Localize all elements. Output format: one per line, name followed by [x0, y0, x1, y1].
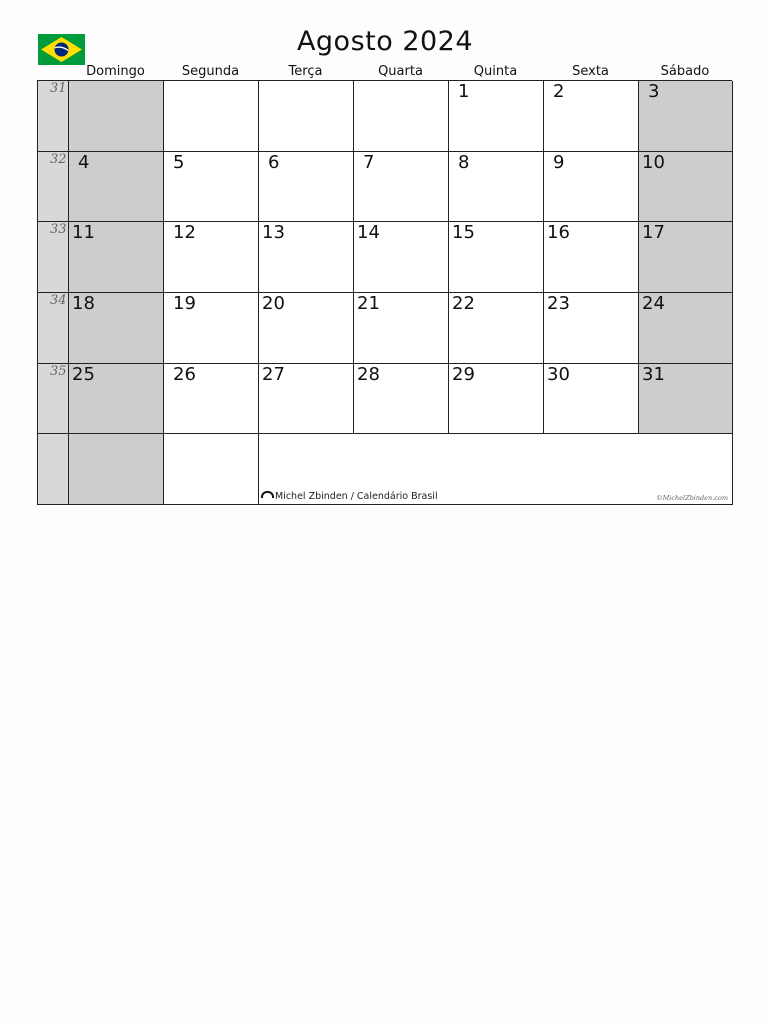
footer-cell	[259, 434, 733, 505]
day-number: 24	[642, 292, 665, 314]
day-cell	[354, 81, 449, 152]
day-cell	[69, 81, 164, 152]
day-cell	[259, 364, 354, 435]
day-cell	[259, 222, 354, 293]
week-number: 34	[50, 292, 67, 308]
watermark: ©MichelZbinden.com	[656, 493, 728, 502]
day-cell	[69, 222, 164, 293]
week-number-cell	[38, 293, 69, 364]
day-cell	[164, 81, 259, 152]
day-cell	[69, 152, 164, 223]
day-number: 26	[173, 363, 196, 385]
weekday-header: Quinta	[473, 64, 518, 79]
day-number: 13	[262, 222, 285, 244]
calendar	[37, 66, 732, 505]
day-cell	[639, 222, 733, 293]
day-number: 11	[72, 222, 95, 244]
day-number: 30	[547, 363, 570, 385]
day-cell	[544, 293, 639, 364]
brazil-flag-icon	[38, 34, 85, 65]
day-number: 12	[173, 222, 196, 244]
page-title: Agosto 2024	[296, 26, 474, 57]
day-number: 20	[262, 292, 285, 314]
day-cell	[164, 434, 259, 505]
day-cell	[639, 152, 733, 223]
week-number-cell	[38, 222, 69, 293]
day-number: 5	[173, 151, 185, 173]
day-number: 17	[642, 222, 665, 244]
day-number: 14	[357, 222, 380, 244]
day-cell	[449, 152, 544, 223]
day-cell	[259, 152, 354, 223]
day-cell	[69, 293, 164, 364]
day-number: 3	[648, 81, 660, 102]
day-number: 1	[458, 81, 470, 102]
day-cell	[69, 434, 164, 505]
weekday-header: Domingo	[86, 64, 145, 79]
day-cell	[354, 222, 449, 293]
day-number: 8	[458, 151, 470, 173]
day-number: 23	[547, 292, 570, 314]
day-number: 19	[173, 292, 196, 314]
day-cell	[354, 293, 449, 364]
week-number: 35	[50, 363, 67, 379]
day-number: 10	[642, 151, 665, 173]
day-cell	[639, 81, 733, 152]
day-cell	[544, 364, 639, 435]
day-cell	[164, 152, 259, 223]
week-number: 32	[50, 151, 67, 167]
weekday-header: Sábado	[660, 64, 710, 79]
day-number: 18	[72, 292, 95, 314]
week-number-cell	[38, 364, 69, 435]
week-number-cell	[38, 434, 69, 505]
footer-credit-text: Michel Zbinden / Calendário Brasil	[275, 490, 438, 502]
day-cell	[639, 293, 733, 364]
day-cell	[164, 364, 259, 435]
day-number: 22	[452, 292, 475, 314]
day-number: 21	[357, 292, 380, 314]
weekday-header: Quarta	[378, 64, 423, 79]
day-number: 27	[262, 363, 285, 385]
day-cell	[449, 222, 544, 293]
day-cell	[354, 152, 449, 223]
day-cell	[69, 364, 164, 435]
day-number: 31	[642, 363, 665, 385]
day-cell	[639, 364, 733, 435]
week-number: 33	[50, 222, 67, 238]
day-number: 28	[357, 363, 380, 385]
day-number: 7	[363, 151, 375, 173]
day-number: 9	[553, 151, 565, 173]
day-cell	[544, 152, 639, 223]
day-cell	[259, 81, 354, 152]
weekday-header: Sexta	[572, 64, 609, 79]
day-cell	[164, 222, 259, 293]
weekday-header: Terça	[288, 64, 323, 79]
day-cell	[544, 81, 639, 152]
day-number: 4	[78, 151, 90, 173]
calendar-grid	[37, 80, 732, 505]
day-cell	[449, 293, 544, 364]
logo-icon	[261, 491, 274, 498]
footer-credit	[261, 491, 438, 502]
day-cell	[259, 293, 354, 364]
day-number: 6	[268, 151, 280, 173]
day-number: 29	[452, 363, 475, 385]
day-cell	[449, 364, 544, 435]
week-number-cell	[38, 81, 69, 152]
day-cell	[354, 364, 449, 435]
day-number: 15	[452, 222, 475, 244]
weekday-header: Segunda	[181, 64, 240, 79]
week-number-cell	[38, 152, 69, 223]
day-number: 16	[547, 222, 570, 244]
day-cell	[544, 222, 639, 293]
day-cell	[164, 293, 259, 364]
week-number: 31	[50, 81, 67, 96]
day-number: 25	[72, 363, 95, 385]
day-number: 2	[553, 81, 565, 102]
day-cell	[449, 81, 544, 152]
